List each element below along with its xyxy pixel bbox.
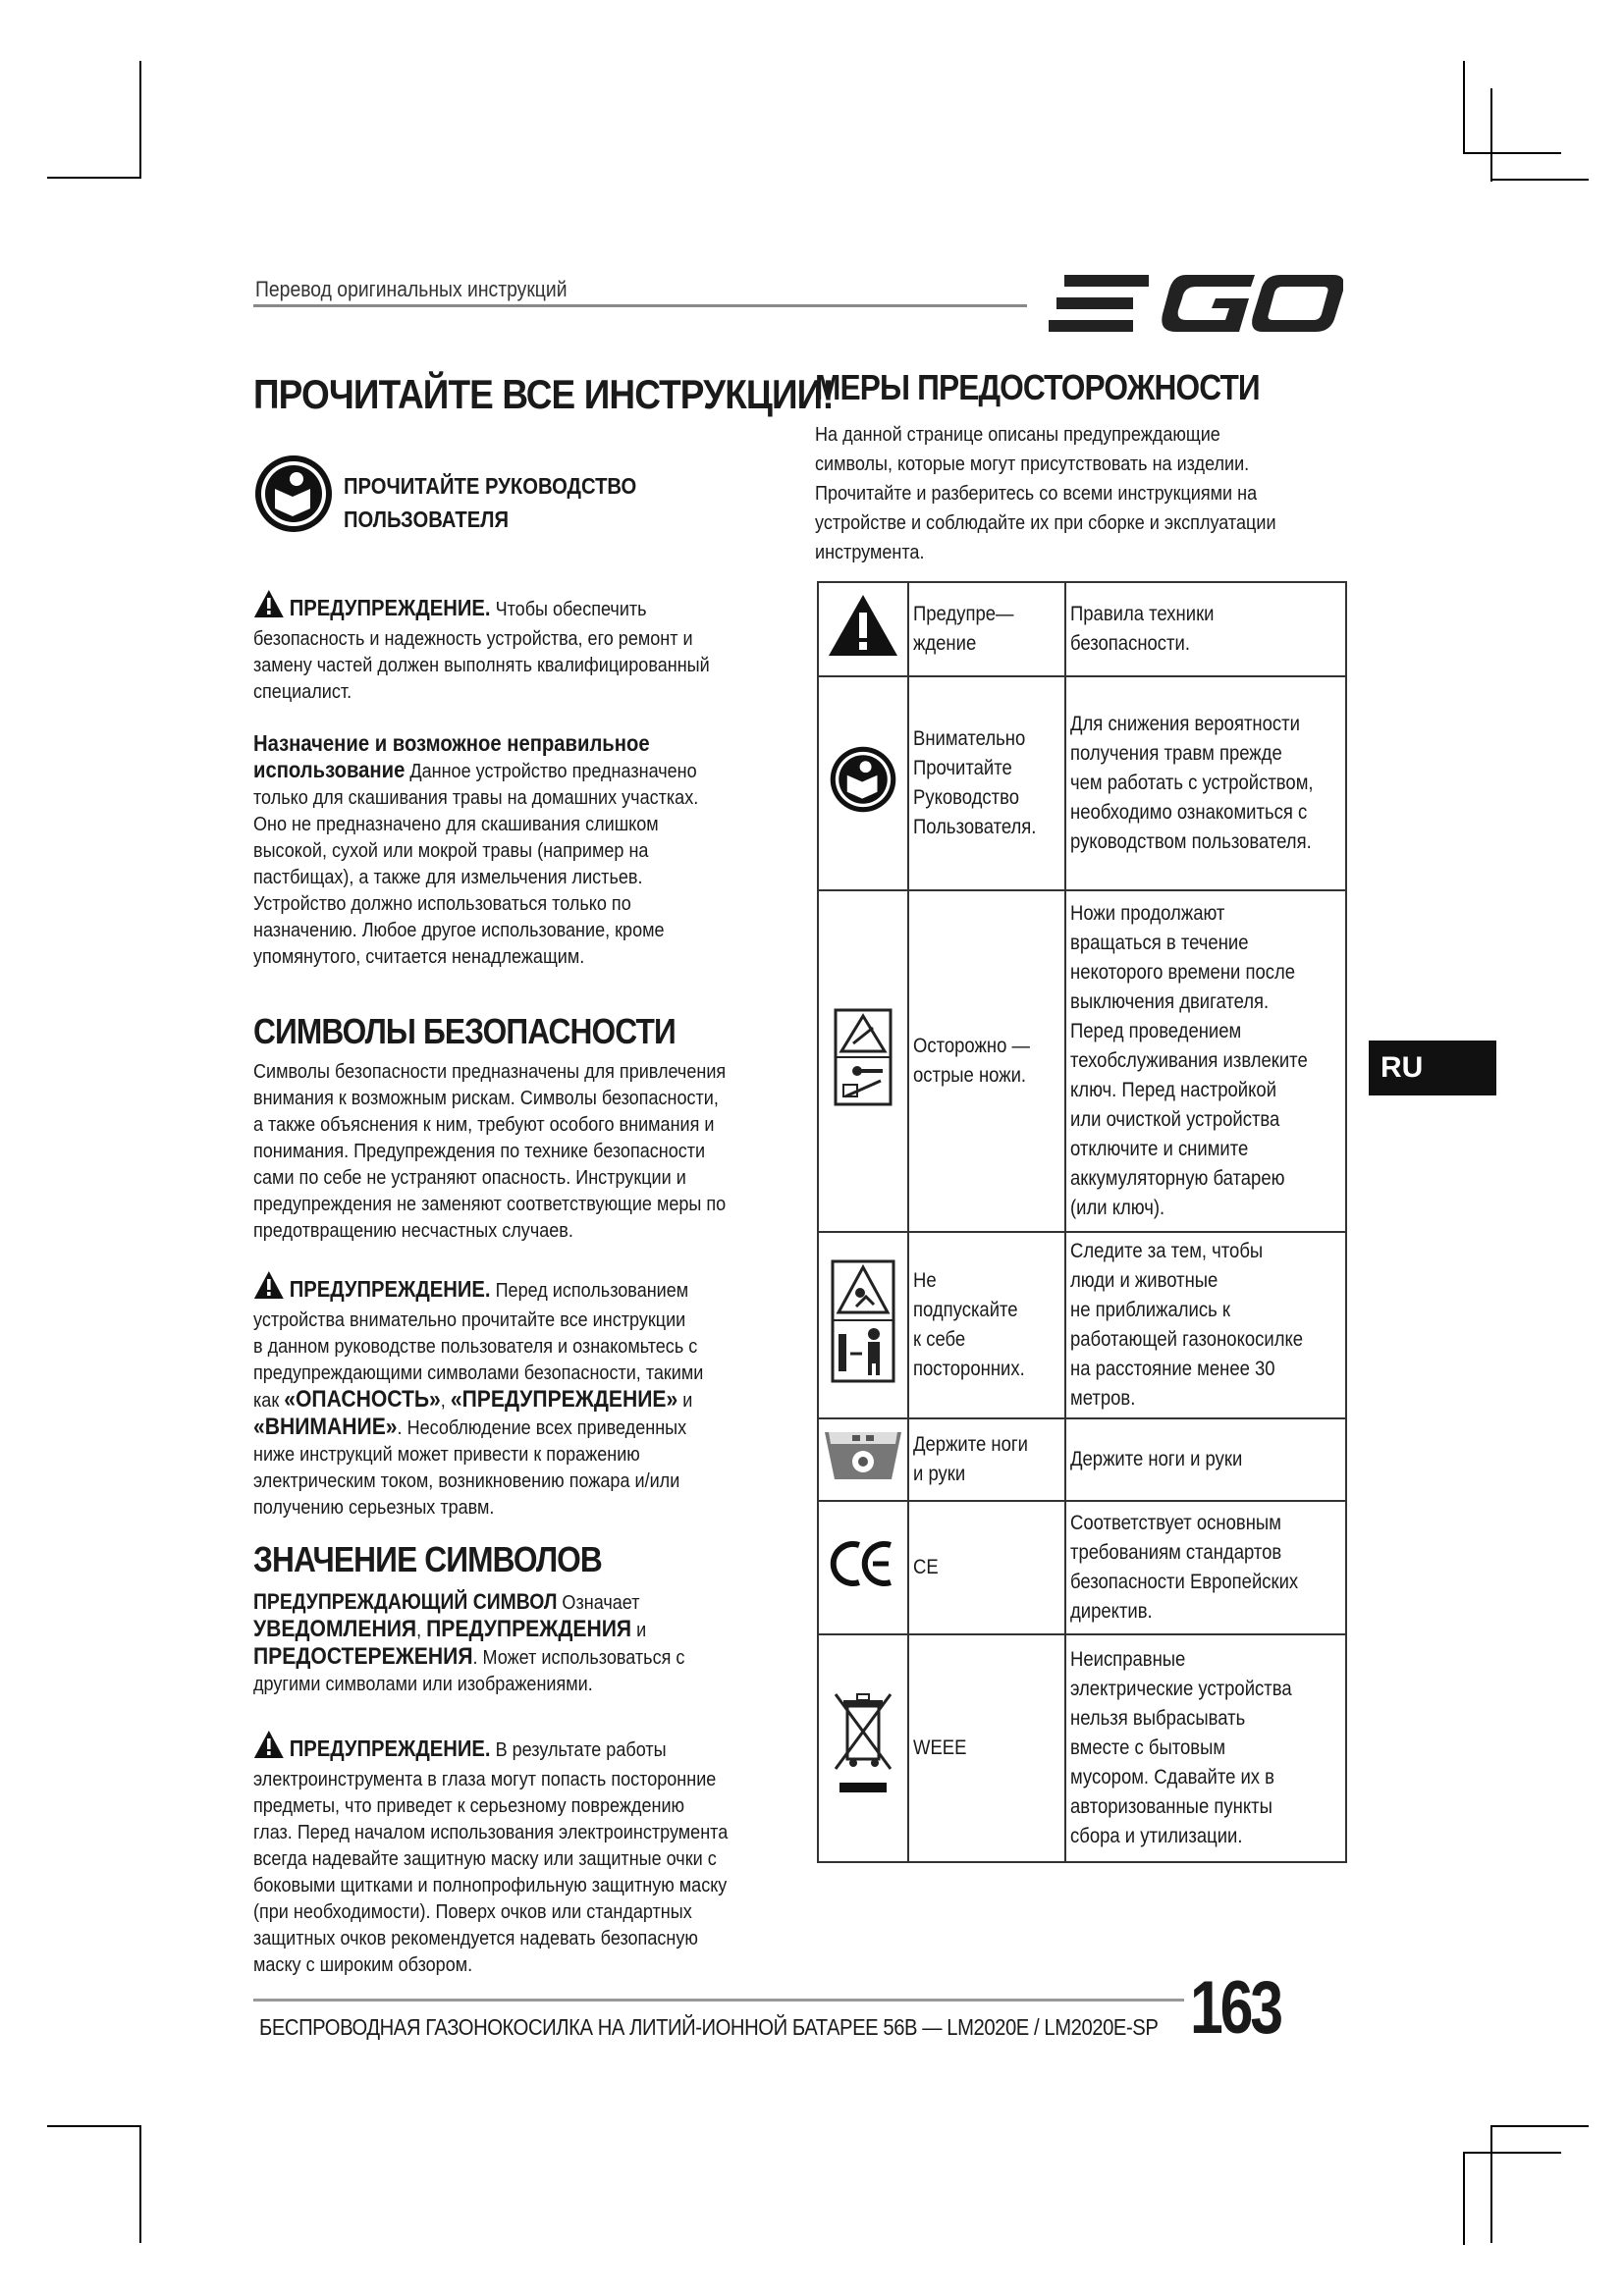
- crop-mark: [1490, 2125, 1492, 2243]
- crop-mark: [47, 2125, 141, 2127]
- read-manual-text: ПРОЧИТАЙТЕ РУКОВОДСТВО ПОЛЬЗОВАТЕЛЯ: [344, 473, 637, 532]
- warning-triangle-icon: [253, 589, 285, 625]
- header-subtitle: Перевод оригинальных инструкций: [255, 277, 568, 301]
- crop-mark: [139, 61, 141, 179]
- warning-block-3: ПРЕДУПРЕЖДЕНИЕ. В результате работы электроинструмента в глаза могут попасть посторонние предметы, что приведет к серьезному повреждению глаз. Перед началом использования электроинструмента всегда надевайте защитную маску или защитные очки с боковыми щитками и полнопрофильную защитную маску (при необходимости). Поверх очков или стандартных защитных очков рекомендуется надевать безопасную маску с широким обзором.: [253, 1730, 728, 1978]
- ce-mark-icon: [830, 1571, 896, 1593]
- precautions-heading: МЕРЫ ПРЕДОСТОРОЖНОСТИ: [815, 367, 1260, 407]
- warning-block-1: ПРЕДУПРЕЖДЕНИЕ. Чтобы обеспечить безопасность и надежность устройства, его ремонт и замену частей должен выполнять квалифицированный специалист.: [253, 589, 710, 705]
- table-row: Держите ноги и руки Держите ноги и руки: [818, 1418, 1346, 1501]
- crop-mark: [1463, 61, 1465, 154]
- table-row: Осторожно — острые ножи. Ножи продолжают вращаться в течение некоторого времени после выключения двигателя. Перед проведением техобслуживания извлеките ключ. Перед настройкой или очисткой устройства отключите и снимите аккумуляторную батарею (или ключ).: [818, 890, 1346, 1232]
- purpose-block: Назначение и возможное неправильное использование Данное устройство предназначено только для скашивания травы на домашних участках. Оно не предназначено для скашивания слишком высокой, сухой или мокрой травы (например на пастбищах), а также для измельчения листьев. Устройство должно использоваться только по назначению. Любое другое использование, кроме упомянутого, считается ненадлежащим.: [253, 730, 699, 968]
- read-manual-icon: [829, 796, 897, 819]
- keep-hands-feet-away-icon: [823, 1466, 903, 1488]
- warning-triangle-icon: [827, 640, 899, 663]
- crop-mark: [1490, 2125, 1589, 2127]
- footer-text: БЕСПРОВОДНАЯ ГАЗОНОКОСИЛКА НА ЛИТИЙ-ИОННОЙ БАТАРЕЕ 56В — LM2020E / LM2020E-SP: [259, 2014, 1159, 2040]
- page-title: ПРОЧИТАЙТЕ ВСЕ ИНСТРУКЦИИ!: [253, 371, 834, 417]
- read-manual-icon: [253, 454, 334, 534]
- table-row: CE Соответствует основным требованиям стандартов безопасности Европейских директив.: [818, 1501, 1346, 1634]
- warning-block-2: ПРЕДУПРЕЖДЕНИЕ. Перед использованием устройства внимательно прочитайте все инструкции в данном руководстве пользователя и ознакомьтесь с предупреждающими символами безопасности, такими как «ОПАСНОСТЬ», «ПРЕДУПРЕЖДЕНИЕ» и «ВНИМАНИЕ». Несоблюдение всех приведенных ниже инструкций может привести к поражению электрическим током, возникновению пожара и/или получению серьезных травм.: [253, 1270, 703, 1521]
- symbols-meaning-text: ПРЕДУПРЕЖДАЮЩИЙ СИМВОЛ Означает УВЕДОМЛЕНИЯ, ПРЕДУПРЕЖДЕНИЯ и ПРЕДОСТЕРЕЖЕНИЯ. Может использоваться с другими символами или изображениями.: [253, 1589, 685, 1695]
- weee-bin-icon: [832, 1781, 894, 1803]
- crop-mark: [1490, 179, 1589, 181]
- sharp-blades-icon: [834, 1089, 893, 1111]
- language-tab: RU: [1369, 1041, 1496, 1095]
- warning-triangle-icon: [253, 1270, 285, 1307]
- crop-mark: [47, 177, 141, 179]
- crop-mark: [1463, 2152, 1561, 2154]
- header-rule: [253, 304, 1027, 307]
- precautions-intro: На данной странице описаны предупреждающие символы, которые могут присутствовать на изделии. Прочитайте и разберитесь со всеми инструкциями на устройстве и соблюдайте их при сборке и эксплуатации инструмента.: [815, 423, 1276, 563]
- page-number: 163: [1190, 1966, 1280, 2050]
- keep-bystanders-away-icon: [831, 1365, 895, 1388]
- symbols-table: [817, 581, 1347, 1863]
- ego-logo: [1049, 271, 1343, 336]
- safety-symbols-heading: СИМВОЛЫ БЕЗОПАСНОСТИ: [253, 1011, 676, 1051]
- warning-triangle-icon: [253, 1730, 285, 1766]
- crop-mark: [1463, 2152, 1465, 2245]
- table-row: Внимательно Прочитайте Руководство Пользователя. Для снижения вероятности получения травм прежде чем работать с устройством, необходимо ознакомиться с руководством пользователя.: [818, 676, 1346, 890]
- table-row: Предупре— ждение Правила техники безопасности.: [818, 582, 1346, 676]
- table-row: WEEE Неисправные электрические устройства нельзя выбрасывать вместе с бытовым мусором. Сдавайте их в авторизованные пункты сбора и утилизации.: [818, 1634, 1346, 1862]
- table-row: Не подпускайте к себе посторонних. Следите за тем, чтобы люди и животные не приближались к работающей газонокосилке на расстояние менее 30 метров.: [818, 1232, 1346, 1418]
- crop-mark: [139, 2125, 141, 2243]
- crop-mark: [1490, 88, 1492, 182]
- safety-symbols-text: Символы безопасности предназначены для привлечения внимания к возможным рискам. Символы безопасности, а также объяснения к ним, требуют особого внимания и понимания. Предупреждения по технике безопасности сами по себе не устраняют опасность. Инструкции и предупреждения не заменяют соответствующие меры по предотвращению несчастных случаев.: [253, 1060, 727, 1242]
- footer-rule: [253, 1999, 1184, 2002]
- symbols-meaning-heading: ЗНАЧЕНИЕ СИМВОЛОВ: [253, 1539, 602, 1579]
- crop-mark: [1463, 152, 1561, 154]
